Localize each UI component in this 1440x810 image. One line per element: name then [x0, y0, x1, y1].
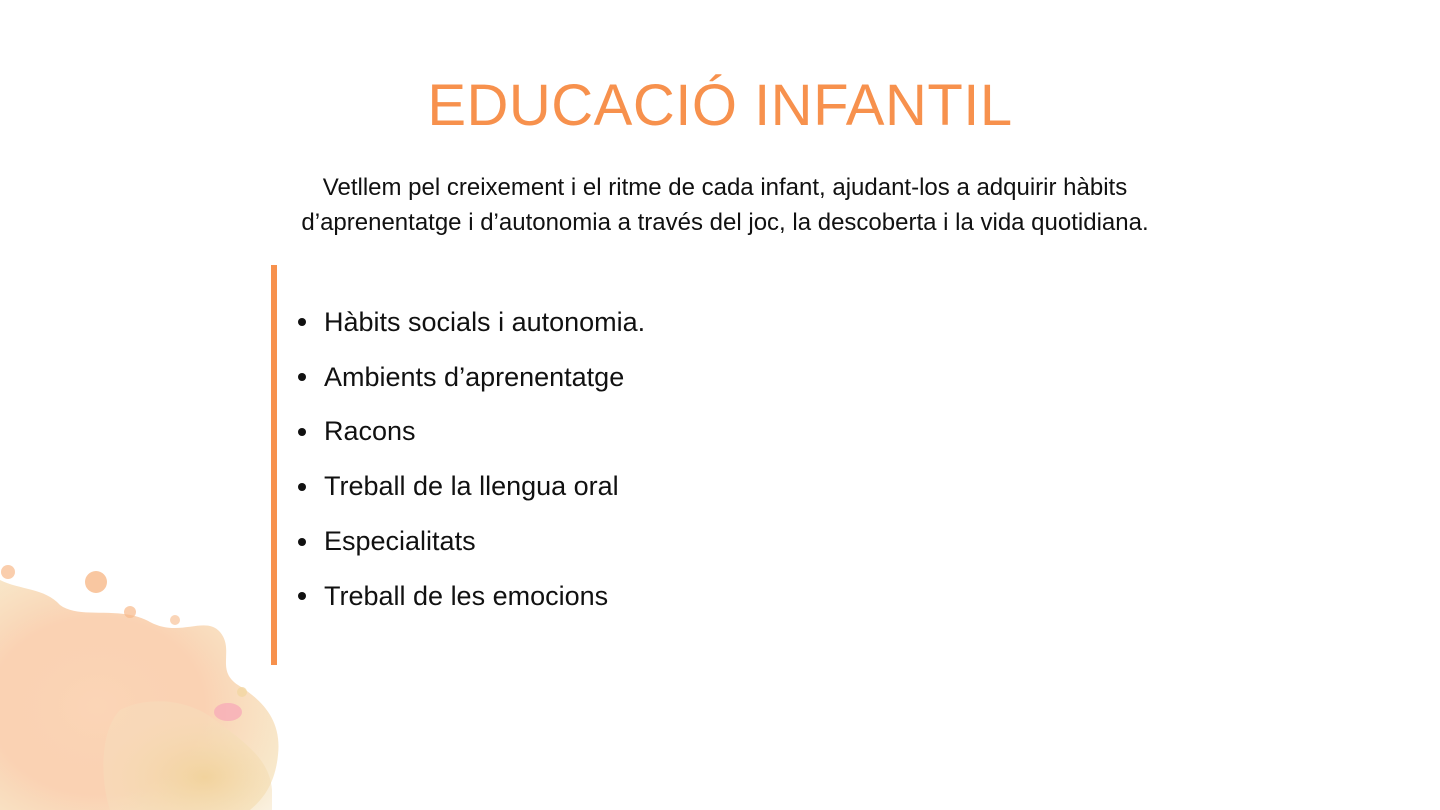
list-item: [298, 295, 645, 350]
list-item-label: Hàbits socials i autonomia.: [324, 306, 646, 337]
list-item-label: Especialitats: [324, 526, 476, 557]
bullet-icon: [298, 592, 306, 600]
bullet-icon: [298, 373, 306, 381]
list-item: [298, 569, 645, 624]
list-item-label: Treball de la llengua oral: [324, 471, 619, 502]
watercolor-splash-icon: [0, 560, 300, 810]
bullet-icon: [298, 318, 306, 326]
intro-line-2: d’aprenentatge i d’autonomia a través del joc, la descoberta i la vida quotidiana.: [301, 209, 1149, 236]
list-item-label: Racons: [324, 416, 416, 447]
list-item: [298, 405, 645, 460]
watercolor-drop-1: [85, 571, 107, 593]
watercolor-drop-3: [170, 615, 180, 625]
list-item: [298, 459, 645, 514]
watercolor-drop-2: [124, 606, 136, 618]
bullet-icon: [298, 428, 306, 436]
topic-list: [298, 295, 645, 624]
page-title: EDUCACIÓ INFANTIL: [427, 73, 1013, 138]
list-item-label: Ambients d’aprenentatge: [324, 361, 625, 392]
watercolor-drop-5: [1, 565, 15, 579]
list-item: [298, 514, 645, 569]
bullet-icon: [298, 483, 306, 491]
list-item-label: Treball de les emocions: [324, 580, 609, 611]
bullet-icon: [298, 538, 306, 546]
intro-line-1: Vetllem pel creixement i el ritme de cada infant, ajudant-los a adquirir hàbits: [322, 174, 1128, 201]
watercolor-drop-4: [237, 687, 247, 697]
accent-bar: [271, 265, 277, 665]
list-item: [298, 350, 645, 405]
watercolor-pink-spot: [214, 703, 242, 721]
intro-paragraph: [170, 170, 1280, 240]
